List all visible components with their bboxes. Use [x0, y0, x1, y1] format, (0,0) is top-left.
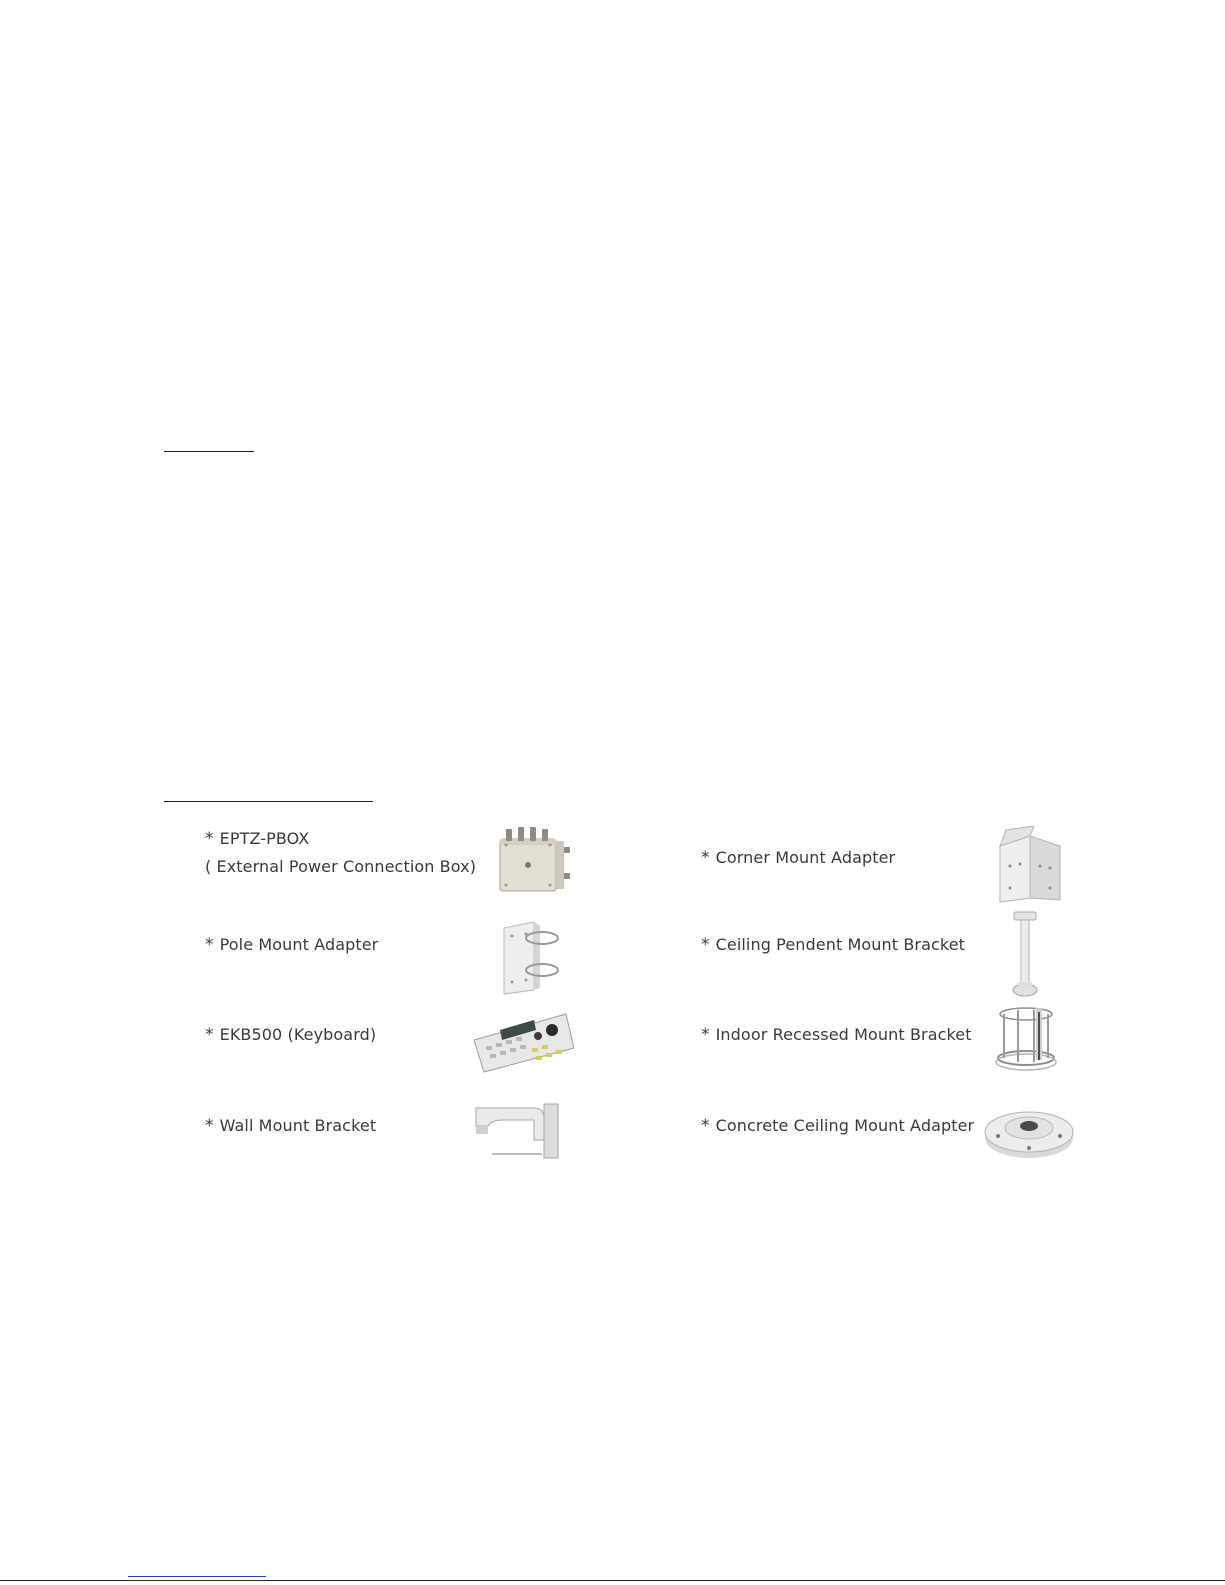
ceiling-pendent-icon: [1006, 910, 1044, 1002]
footer-link-underline[interactable]: [128, 1576, 266, 1577]
accessories-heading-underline: [164, 801, 373, 802]
pole-mount-icon: [498, 918, 562, 996]
accessory-ekb500-label: * EKB500 (Keyboard): [205, 1025, 377, 1045]
wall-mount-icon: [472, 1100, 564, 1162]
accessory-corner-mount-label: * Corner Mount Adapter: [701, 848, 896, 868]
accessory-eptz-pbox-sublabel: ( External Power Connection Box): [205, 857, 477, 876]
footer-rule: [0, 1580, 1225, 1581]
keyboard-icon: [470, 1008, 576, 1074]
accessory-ceiling-pendent-label: * Ceiling Pendent Mount Bracket: [701, 935, 966, 955]
accessory-pole-mount-label: * Pole Mount Adapter: [205, 935, 379, 955]
accessory-concrete-ceiling-label: * Concrete Ceiling Mount Adapter: [701, 1116, 975, 1136]
accessory-eptz-pbox-label: * EPTZ-PBOX ( External Power Connection Box): [205, 825, 476, 880]
accessory-indoor-recessed-label: * Indoor Recessed Mount Bracket: [701, 1025, 972, 1045]
accessory-wall-mount-label: * Wall Mount Bracket: [205, 1116, 377, 1136]
corner-mount-icon: [994, 826, 1070, 904]
heading-underline: [164, 451, 254, 452]
concrete-ceiling-icon: [982, 1098, 1076, 1164]
power-box-icon: [492, 823, 572, 897]
recessed-mount-icon: [994, 1004, 1058, 1074]
